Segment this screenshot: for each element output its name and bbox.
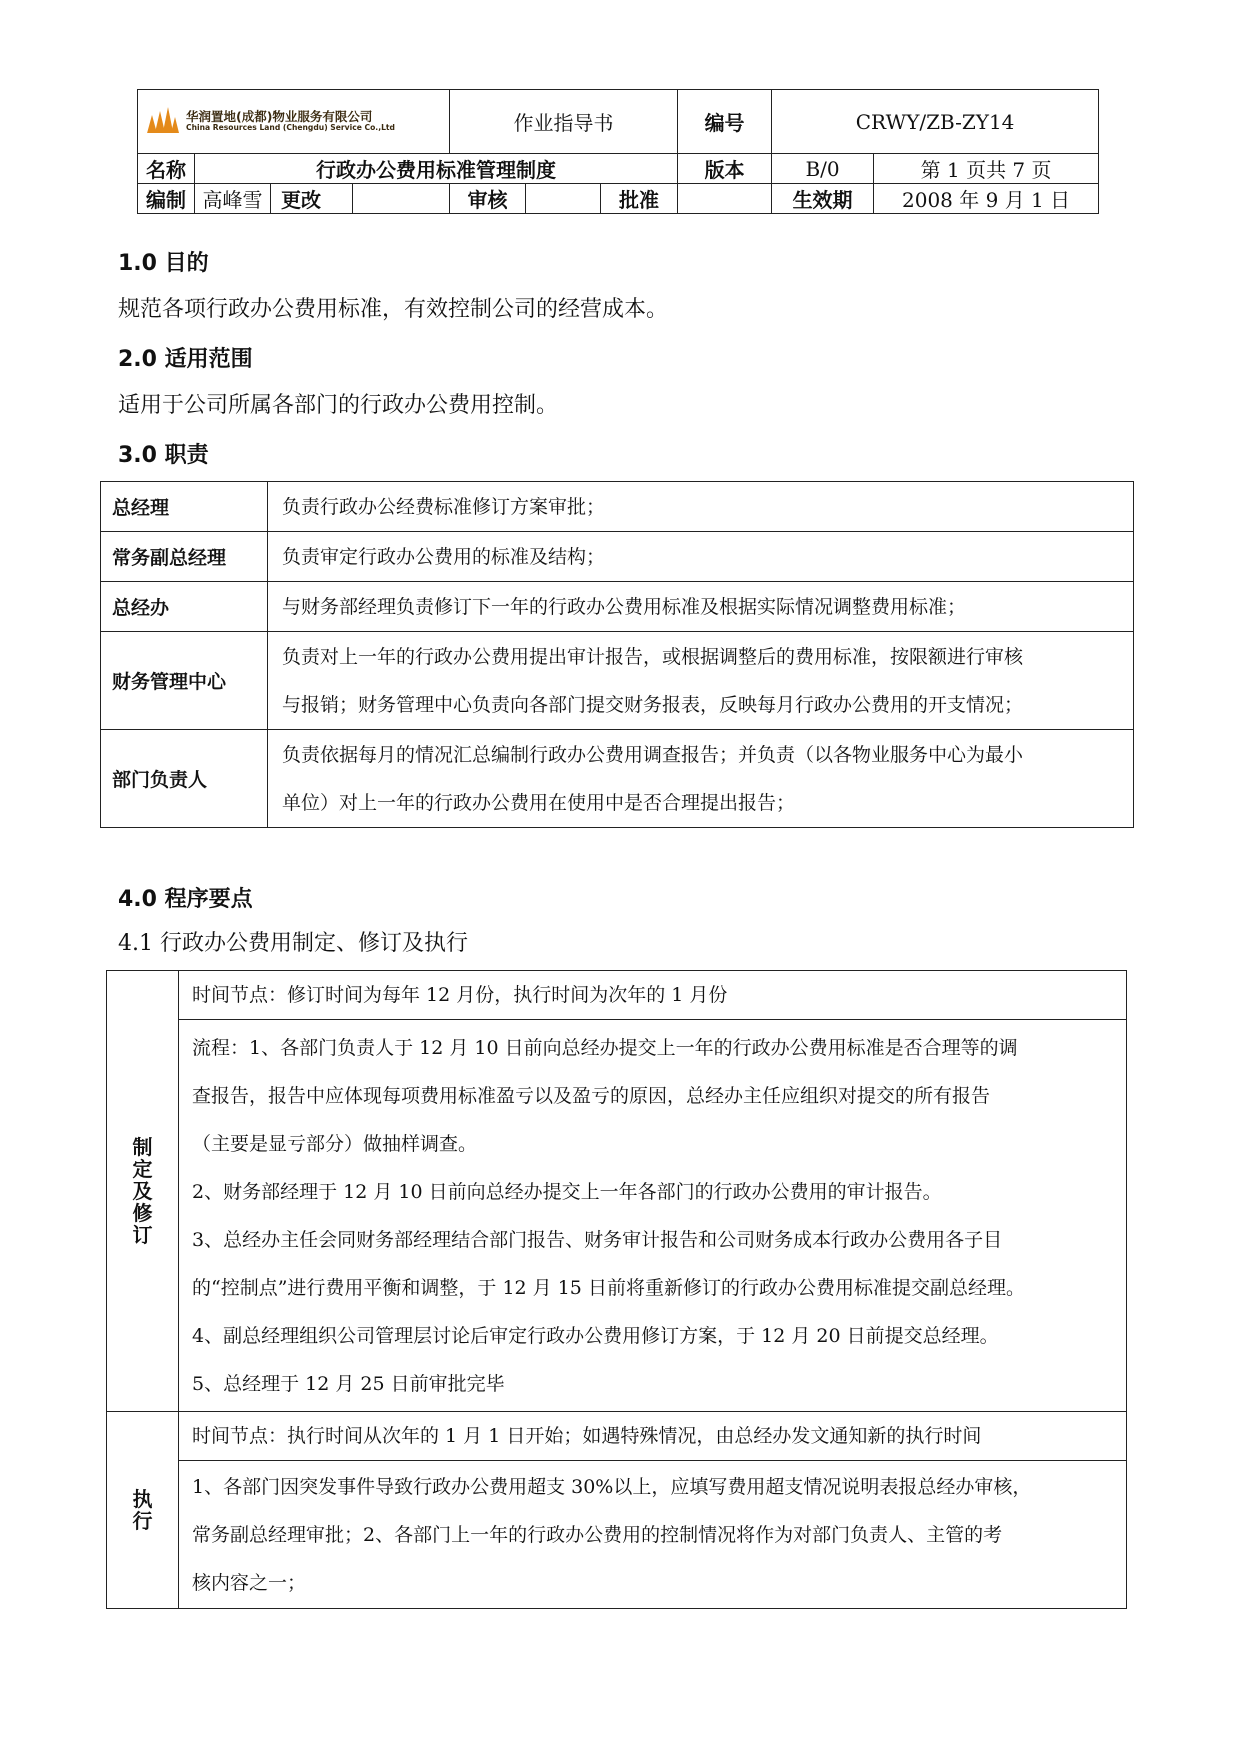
execution-timing: 时间节点：执行时间从次年的 1 月 1 日开始；如遇特殊情况，由总经办发文通知新的执行时间 <box>179 1412 1127 1461</box>
duty-row <box>101 632 1134 730</box>
duty-role: 部门负责人 <box>101 730 268 828</box>
duty-description: 与财务部经理负责修订下一年的行政办公费用标准及根据实际情况调整费用标准； <box>268 582 1134 632</box>
review-value <box>526 184 601 214</box>
approve-label: 批准 <box>601 184 678 214</box>
execution-details: 1、各部门因突发事件导致行政办公费用超支 30%以上，应填写费用超支情况说明表报总经办审核， 常务副总经理审批；2、各部门上一年的行政办公费用的控制情况将作为对部门负责人、主管的考 核内容之一； <box>179 1461 1127 1609</box>
author-value: 高峰雪 <box>195 184 271 214</box>
doc-name: 行政办公费用标准管理制度 <box>195 154 678 184</box>
procedure-table <box>106 970 1127 1609</box>
company-logo-cell <box>138 90 450 154</box>
section-scope-text: 适用于公司所属各部门的行政办公费用控制。 <box>118 393 559 418</box>
formulation-timing: 时间节点：修订时间为每年 12 月份，执行时间为次年的 1 月份 <box>179 971 1127 1020</box>
version-value: B/0 <box>772 154 874 184</box>
duty-row <box>101 730 1134 828</box>
name-label: 名称 <box>138 154 195 184</box>
company-logo-icon <box>146 107 180 137</box>
page-info: 第 1 页共 7 页 <box>874 154 1099 184</box>
formulation-label-cell <box>107 971 179 1412</box>
duty-row <box>101 532 1134 582</box>
effective-label: 生效期 <box>772 184 874 214</box>
doc-type: 作业指导书 <box>450 90 678 154</box>
formulation-label: 制定及修订 <box>132 1134 153 1247</box>
duty-role: 财务管理中心 <box>101 632 268 730</box>
execution-label: 执行 <box>132 1486 153 1533</box>
change-label: 更改 <box>271 184 353 214</box>
duty-role: 常务副总经理 <box>101 532 268 582</box>
section-purpose-title: 1.0 目的 <box>118 251 209 276</box>
document-header-table <box>137 89 1099 214</box>
duty-row <box>101 582 1134 632</box>
version-label: 版本 <box>678 154 772 184</box>
execution-label-cell <box>107 1412 179 1609</box>
author-label: 编制 <box>138 184 195 214</box>
code-value: CRWY/ZB-ZY14 <box>772 90 1099 154</box>
company-name-cn: 华润置地(成都)物业服务有限公司 <box>186 108 373 124</box>
code-label: 编号 <box>678 90 772 154</box>
formulation-process: 流程：1、各部门负责人于 12 月 10 日前向总经办提交上一年的行政办公费用标准是否合理等的调 查报告，报告中应体现每项费用标准盈亏以及盈亏的原因，总经办主任应组织对提交的所有报告 （主要是显亏部分）做抽样调查。 2、财务部经理于 12 月 10 日前向总经办提交上一年各部门的行政办公费用的审计报告。 3、总经办主任会同财务部经理结合部门报告、财务审计报告和公司财务成本行政办公费用各子目 的“控制点”进行费用平衡和调整，于 12 月 15 日前将重新修订的行政办公费用标准提交副总经理。 4、副总经理组织公司管理层讨论后审定行政办公费用修订方案，于 12 月 20 日前提交总经理。 5、总经理于 12 月 25 日前审批完毕 <box>179 1020 1127 1412</box>
change-value <box>353 184 450 214</box>
duty-description: 负责行政办公经费标准修订方案审批； <box>268 482 1134 532</box>
section-duties-title: 3.0 职责 <box>118 443 209 468</box>
duty-description: 负责审定行政办公费用的标准及结构； <box>268 532 1134 582</box>
effective-value: 2008 年 9 月 1 日 <box>874 184 1099 214</box>
section-procedure-subtitle: 4.1 行政办公费用制定、修订及执行 <box>118 931 468 956</box>
approve-value <box>678 184 772 214</box>
review-label: 审核 <box>450 184 526 214</box>
duty-description: 负责依据每月的情况汇总编制行政办公费用调查报告；并负责（以各物业服务中心为最小 单位）对上一年的行政办公费用在使用中是否合理提出报告； <box>268 730 1134 828</box>
company-name-en: China Resources Land (Chengdu) Service Co.,Ltd <box>186 123 395 133</box>
duty-role: 总经理 <box>101 482 268 532</box>
duty-row <box>101 482 1134 532</box>
section-scope-title: 2.0 适用范围 <box>118 347 253 372</box>
duty-description: 负责对上一年的行政办公费用提出审计报告，或根据调整后的费用标准，按限额进行审核 与报销；财务管理中心负责向各部门提交财务报表，反映每月行政办公费用的开支情况； <box>268 632 1134 730</box>
duty-role: 总经办 <box>101 582 268 632</box>
section-purpose-text: 规范各项行政办公费用标准，有效控制公司的经营成本。 <box>118 297 669 322</box>
duties-table <box>100 481 1134 828</box>
section-procedure-title: 4.0 程序要点 <box>118 887 253 912</box>
